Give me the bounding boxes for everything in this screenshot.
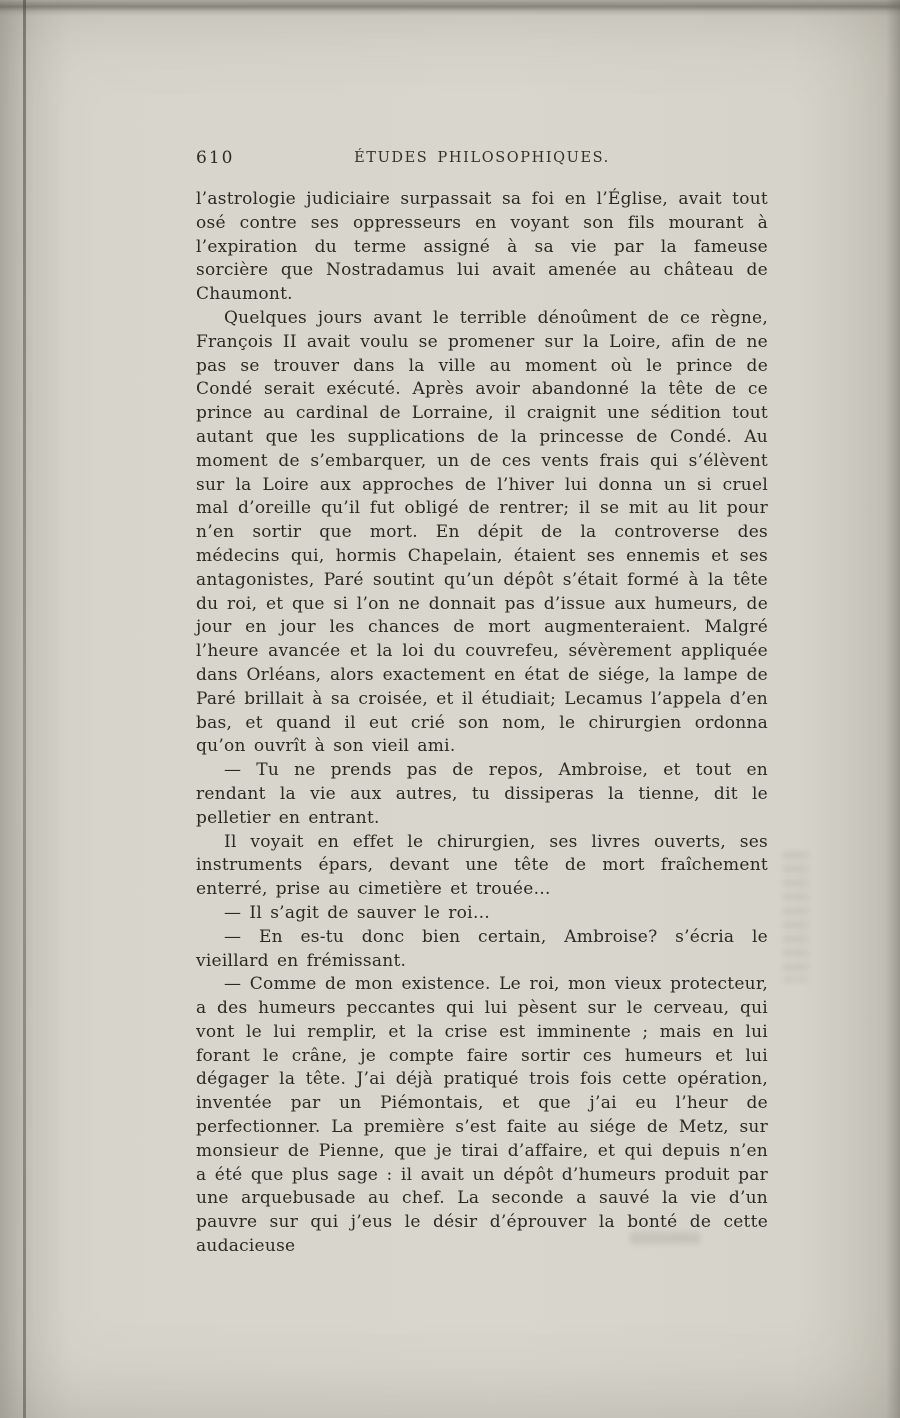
paragraph: Quelques jours avant le terrible dénoûment de ce règne, François II avait voulu se promener sur la Loire, afin de ne pas se trouver dans la ville au moment où le prince de Condé serait exécuté. Après avoir abandonné la tête de ce prince au cardinal de Lorraine, il craignit une sédition tout autant que les supplications de la princesse de Condé. Au moment de s’embarquer, un de ces vents frais qui s’élèvent sur la Loire aux approches de l’hiver lui donna un si cruel mal d’oreille qu’il fut obligé de rentrer; il se mit au lit pour n’en sortir que mort. En dépit de la controverse des médecins qui, hormis Chapelain, étaient ses ennemis et ses antagonistes, Paré soutint qu’un dépôt s’était formé à la tête du roi, et que si l’on ne donnait pas d’issue aux humeurs, de jour en jour les chances de mort augmenteraient. Malgré l’heure avancée et la loi du couvrefeu, sévèrement appliquée dans Orléans, alors exactement en état de siége, la lampe de Paré brillait à sa croisée, et il étudiait; Lecamus l’appela d’en bas, et quand il eut crié son nom, le chirurgien ordonna qu’on ouvrît à son vieil ami. xyxy=(196,307,768,757)
paragraph-dialogue: — Comme de mon existence. Le roi, mon vieux protecteur, a des humeurs peccantes qui lui pèsent sur le cerveau, qui vont le lui remplir, et la crise est imminente ; mais en lui forant le crâne, je compte faire sortir ces humeurs et lui dégager la tête. J’ai déjà pratiqué trois fois cette opération, inventée par un Piémontais, et que j’ai eu l’heur de perfectionner. La première s’est faite au siége de Metz, sur monsieur de Pienne, que je tirai d’affaire, et qui depuis n’en a été que plus sage : il avait un dépôt d’humeurs produit par une arquebusade au chef. La seconde a sauvé la vie d’un pauvre sur qui j’eus le désir d’éprouver la bonté de cette audacieuse xyxy=(196,974,768,1257)
body-text xyxy=(196,188,768,1259)
paragraph-dialogue: — Tu ne prends pas de repos, Ambroise, et tout en rendant la vie aux autres, tu dissiperas la tienne, dit le pelletier en entrant. xyxy=(196,760,768,828)
paragraph-dialogue: — En es-tu donc bien certain, Ambroise? s’écria le vieillard en frémissant. xyxy=(196,926,768,971)
paragraph: Il voyait en effet le chirurgien, ses livres ouverts, ses instruments épars, devant une tête de mort fraîchement enterré, prise au cimetière et trouée… xyxy=(196,831,768,900)
page-content xyxy=(196,146,768,1259)
showthrough-artifact xyxy=(782,852,808,982)
scan-edge-left xyxy=(23,0,26,1418)
page-number: 610 xyxy=(196,148,235,168)
running-title: ÉTUDES PHILOSOPHIQUES. xyxy=(354,150,610,166)
page-header xyxy=(196,146,768,172)
scan-edge-right xyxy=(886,0,900,1418)
paragraph: l’astrologie judiciaire surpassait sa foi en l’Église, avait tout osé contre ses oppresseurs en voyant son fils mourant à l’expiration du terme assigné à sa vie par la fameuse sorcière que Nostradamus lui avait amenée au château de Chaumont. xyxy=(196,189,768,305)
scan-edge-top xyxy=(0,0,900,16)
paragraph-dialogue: — Il s’agit de sauver le roi… xyxy=(224,902,491,923)
